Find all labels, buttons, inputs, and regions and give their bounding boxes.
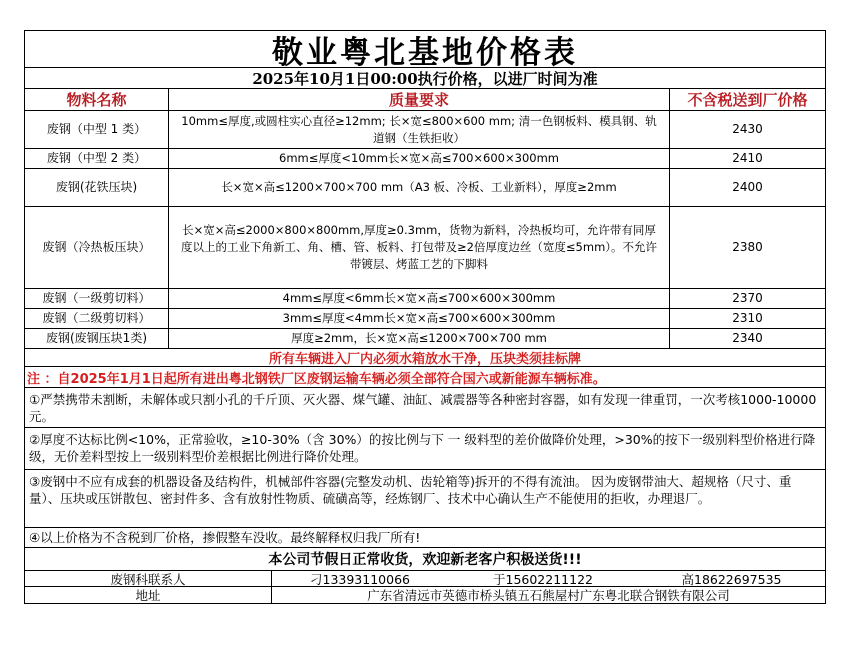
price-value: 2340 [732,331,763,345]
header-material: 物料名称 [25,89,169,110]
header-row [25,89,825,111]
material-name: 废钢(废钢压块1类) [25,329,169,348]
address-label: 地址 [25,587,272,603]
contact-phone-3: 高18622697535 [681,571,782,586]
note-row [25,367,825,388]
contact-row [25,571,825,587]
rule-row [25,388,825,428]
quality-requirement: 6mm≤厚度<10mm长×宽×高≤700×600×300mm [169,149,670,168]
address-value: 广东省清远市英德市桥头镇五石熊屋村广东粤北联合钢铁有限公司 [367,588,730,603]
rule-row [25,428,825,470]
price-table [24,30,826,604]
rule-4: ④以上价格为不含税到厂价格，掺假整车没收。最终解释权归我厂所有! [29,530,421,545]
header-quality: 质量要求 [169,89,670,110]
price-value: 2410 [732,151,763,165]
price-value: 2400 [732,180,763,194]
table-row [25,309,825,329]
material-name: 废钢（冷热板压块） [25,207,169,288]
table-row [25,207,825,289]
table-row [25,169,825,207]
rule-row [25,528,825,548]
rule-2: ②厚度不达标比例<10%，正常验收，≥10-30%（含 30%）的按比例与下 一 级料型的差价做降价处理，>30%的按下一级别料型价格进行降级，无价差料型按上一级别料型价差根据比例进行降价处理。 [29,432,816,464]
quality-requirement: 10mm≤厚度,或圆柱实心直径≥12mm; 长×宽≤800×600 mm; 清一色钢板料、模具钢、轨道钢（生铁拒收） [169,111,670,148]
rule-row [25,470,825,528]
quality-requirement: 3mm≤厚度<4mm长×宽×高≤700×600×300mm [169,309,670,328]
quality-requirement: 4mm≤厚度<6mm长×宽×高≤700×600×300mm [169,289,670,308]
contact-phone-1: 刁13393110066 [310,571,410,586]
material-name: 废钢（二级剪切料） [25,309,169,328]
header-price: 不含税送到厂价格 [687,91,808,109]
material-name: 废钢（中型 1 类） [25,111,169,148]
holiday-notice: 本公司节假日正常收货，欢迎新老客户积极送货!!! [268,552,582,568]
contact-phone-2: 于15602211122 [493,571,593,586]
table-row [25,289,825,309]
vehicle-notice: 所有车辆进入厂内必须水箱放水干净，压块类须挂标牌 [268,352,581,366]
holiday-row [25,548,825,571]
material-name: 废钢(花铁压块) [25,169,169,206]
table-row [25,329,825,349]
material-name: 废钢（中型 2 类） [25,149,169,168]
table-row [25,111,825,149]
quality-requirement: 长×宽×高≤2000×800×800mm,厚度≥0.3mm，货物为新料，冷热板均可，允许带有同厚度以上的工业下角新工、角、槽、管、板料、打包带及≥2倍厚度边丝（宽度≤5mm）。不允许带镀层、烤蓝工艺的下脚料 [169,207,670,288]
subtitle-row [25,68,825,89]
quality-requirement: 厚度≥2mm，长×宽×高≤1200×700×700 mm [169,329,670,348]
contact-label: 废钢科联系人 [25,571,272,586]
price-value: 2430 [732,122,763,136]
rule-3: ③废钢中不应有成套的机器设备及结构件，机械部件容器(完整发动机、齿轮箱等)拆开的不得有流油。 因为废钢带油大、超规格（尺寸、重量）、压块或压饼散包、密封件多、含有放射性物质、硫磺高等，经炼钢厂、技术中心确认生产不能使用的拒收，办理退厂。 [29,474,792,506]
quality-requirement: 长×宽×高≤1200×700×700 mm（A3 板、冷板、工业新料），厚度≥2mm [169,169,670,206]
page-subtitle: 2025年10月1日00:00执行价格，以进厂时间为准 [252,69,598,88]
address-row [25,587,825,603]
emission-standard-note: 注 ：自2025年1月1日起所有进出粤北钢铁厂区废钢运输车辆必须全部符合国六或新能源车辆标准。 [27,371,606,387]
notice-row [25,349,825,367]
price-value: 2370 [732,291,763,305]
price-value: 2310 [732,311,763,325]
rule-1: ①严禁携带未割断，未解体或只割小孔的千斤顶、灭火器、煤气罐、油缸、减震器等各种密封容器，如有发现一律重罚，一次考核1000-10000元。 [29,392,817,424]
title-row [25,31,825,68]
material-name: 废钢（一级剪切料） [25,289,169,308]
table-row [25,149,825,169]
page-title: 敬业粤北基地价格表 [272,34,578,67]
price-value: 2380 [732,240,763,254]
